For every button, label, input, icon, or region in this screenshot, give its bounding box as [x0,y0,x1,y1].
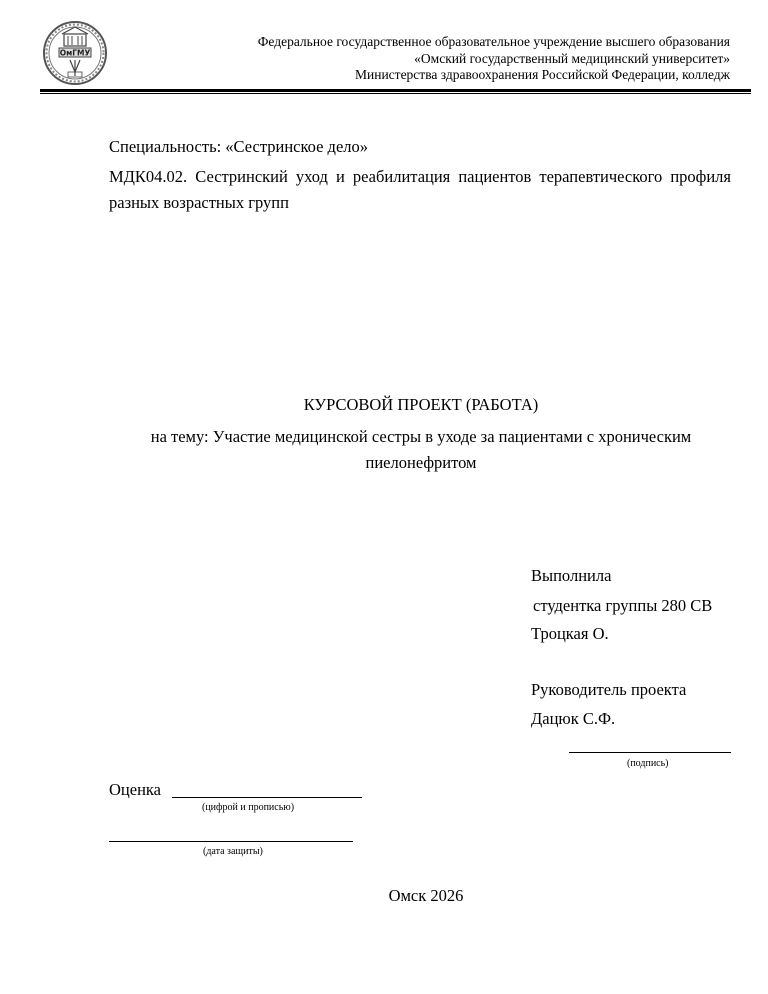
student-group: студентка группы 280 СВ [533,596,713,615]
specialty-line: Специальность: «Сестринское дело» [109,137,368,156]
module-line: МДК04.02. Сестринский уход и реабилитация пациентов терапевтического профиля разных возрастных групп [109,167,731,212]
signature-line [569,752,731,753]
university-logo [40,20,110,86]
signature-caption: (подпись) [627,758,669,769]
topic-line-2: пиелонефритом [365,453,477,472]
svg-text:ОмГМУ: ОмГМУ [59,48,91,58]
topic-line-1: на тему: Участие медицинской сестры в уходе за пациентами с хроническим [150,427,692,446]
institution-header [130,34,730,84]
document-topic [60,424,768,476]
date-caption: (дата защиты) [203,846,263,857]
header-rule-thin [40,93,751,94]
supervisor-label: Руководитель проекта [531,680,687,699]
header-line-1: Федеральное государственное образовательное учреждение высшего образования [257,34,730,49]
header-line-2: «Омский государственный медицинский университет» [414,50,730,66]
grade-caption: (цифрой и прописью) [202,802,295,813]
header-line-3: Министерства здравоохранения Российской Федерации, колледж [355,67,730,82]
document-title: КУРСОВОЙ ПРОЕКТ (РАБОТА) [303,395,539,414]
supervisor-name: Дацюк С.Ф. [531,709,616,728]
city-year: Омск 2026 [388,886,464,905]
date-line [109,841,353,842]
header-rule-thick [40,89,751,92]
completed-label: Выполнила [531,566,612,585]
grade-line [172,797,362,798]
student-name: Троцкая О. [531,624,609,643]
grade-label: Оценка [109,780,161,799]
